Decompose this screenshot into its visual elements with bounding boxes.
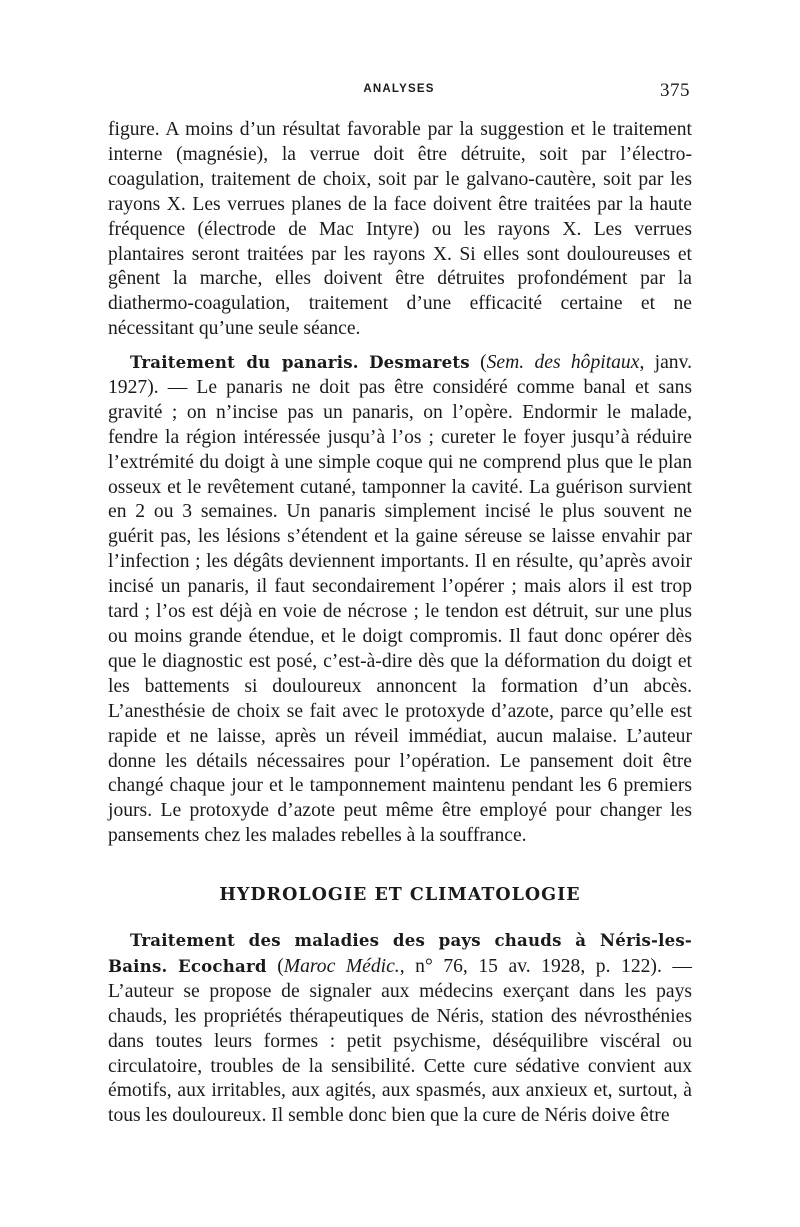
running-title: ANALYSES <box>363 83 435 95</box>
article-author: Ecochard <box>178 955 267 976</box>
article-source-journal: Sem. des hôpitaux <box>486 352 640 373</box>
article-panaris <box>108 350 692 849</box>
running-head <box>108 80 690 102</box>
article-body: — Le panaris ne doit pas être considéré comme banal et sans gravité ; on n’incise pas un panaris, on l’opère. Endormir le malade, fendre la région intéressée jusqu’à l’os ; cureter le foyer jusqu’à réduire l’extrémité du doigt à une simple coque qui ne comprend plus que le plan osseux et le revêtement cutané, tamponner la cavité. La guérison survient en 2 ou 3 semaines. Un panaris simplement incisé le plus souvent ne guérit pas, les lésions s’étendent et la gaine séreuse se laisse envahir par l’infection ; les dégâts deviennent importants. Il en résulte, qu’après avoir incisé un panaris, il faut secondairement l’opérer ; mais alors il est trop tard ; l’os est déjà en voie de nécrose ; le tendon est détruit, sur une plus ou moins grande étendue, et le doigt compromis. Il faut donc opérer dès que le diagnostic est posé, c’est-à-dire dès que la déformation du doigt et les battements si douloureux annoncent la formation d’un abcès. L’anesthésie de choix se fait avec le protoxyde d’azote, parce qu’elle est rapide et ne laisse, après un réveil immédiat, aucun malaise. L’auteur donne les détails nécessaires pour l’opération. Le pansement doit être changé chaque jour et le tamponnement maintenu pendant les 6 premiers jours. Le protoxyde d’azote peut même être employé pour changer les pansements chez les malades rebelles à la souffrance. <box>108 376 692 847</box>
article-title: Traitement des maladies des pays chauds à Néris-les-Bains. <box>108 930 692 976</box>
article-source-date: , n° 76, 15 av. 1928, p. 122). <box>399 955 662 977</box>
article-author: Desmarets <box>369 352 470 372</box>
article-source-journal: Maroc Médic. <box>283 955 400 977</box>
page-number: 375 <box>660 80 690 101</box>
section-heading: HYDROLOGIE ET CLIMATOLOGIE <box>219 885 581 905</box>
article-title: Traitement du panaris. <box>130 352 359 372</box>
article-neris <box>108 928 692 1129</box>
article-source-open: ( <box>480 352 487 373</box>
article-source-date: , janv. 1927). <box>108 352 692 398</box>
article-source-open: ( <box>266 955 284 977</box>
paragraph-verrues-continuation: figure. A moins d’un résultat favorable par la suggestion et le traitement interne (magnésie), la verrue doit être détruite, soit par l’électro-coagulation, traitement de choix, soit par le galvano-cautère, soit par les rayons X. Les verrues planes de la face doivent être traitées par la haute fréquence (électrode de Mac Intyre) ou les rayons X. Les verrues plantaires seront traitées par les rayons X. Si elles sont douloureuses et gênent la marche, elles doivent être détruites profondément par la diathermo-coagulation, traitement d’une efficacité certaine et ne nécessitant qu’une seule séance. <box>108 119 692 340</box>
article-body: — L’auteur se propose de signaler aux médecins exerçant dans les pays chauds, les propriétés thérapeutiques de Néris, station des névrosthénies dans toutes leurs formes : petit psychisme, déséquilibre viscéral ou circulatoire, troubles de la sensibilité. Cette cure sédative convient aux émotifs, aux irritables, aux agités, aux spasmés, aux anxieux et, surtout, à tous les douloureux. Il semble donc bien que la cure de Néris doive être <box>108 955 692 1127</box>
